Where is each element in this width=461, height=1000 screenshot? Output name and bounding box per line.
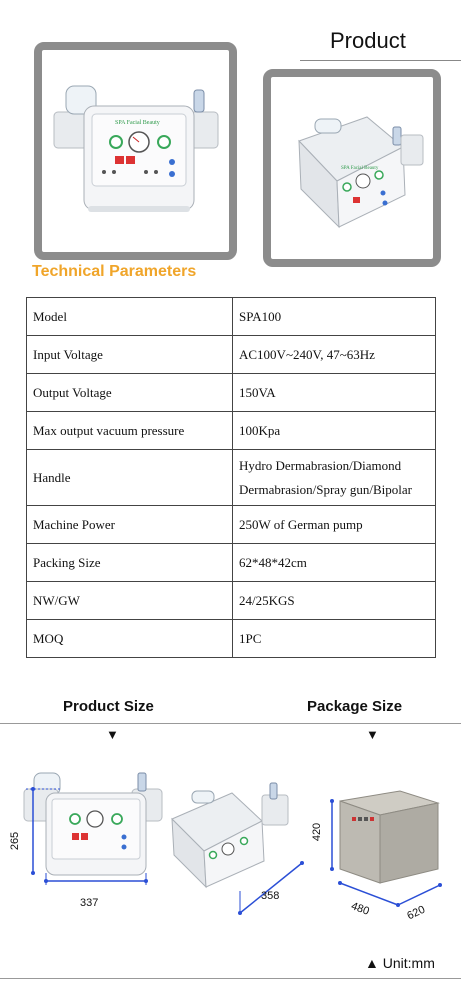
param-value: AC100V~240V, 47~63Hz — [233, 336, 436, 374]
brand-label-2: SPA Facial Beauty — [341, 166, 379, 171]
arrow-down-icon: ▼ — [106, 727, 119, 742]
product-photo-angle — [263, 69, 441, 267]
technical-parameters-table — [26, 297, 436, 658]
product-angle-view — [172, 783, 304, 915]
page-title: Product — [330, 28, 406, 53]
package-box — [330, 791, 442, 907]
table-row — [27, 544, 436, 582]
param-value: 62*48*42cm — [233, 544, 436, 582]
param-value: 250W of German pump — [233, 506, 436, 544]
param-label: Model — [27, 298, 233, 336]
technical-parameters-title: Technical Parameters — [32, 263, 197, 280]
table-row — [27, 582, 436, 620]
arrow-down-icon: ▼ — [366, 727, 379, 742]
unit-label: ▲ Unit:mm — [365, 955, 435, 971]
param-label: MOQ — [27, 620, 233, 658]
table-row — [27, 298, 436, 336]
package-depth-label: 620 — [405, 903, 428, 923]
package-width-label: 480 — [349, 900, 371, 918]
param-label: Handle — [27, 450, 233, 506]
package-size-title: Package Size — [307, 698, 403, 715]
param-label: Packing Size — [27, 544, 233, 582]
param-label: Machine Power — [27, 506, 233, 544]
section-divider — [0, 723, 461, 724]
table-row — [27, 450, 436, 506]
param-value: SPA100 — [233, 298, 436, 336]
product-front-view — [24, 773, 162, 885]
param-value: 150VA — [233, 374, 436, 412]
footer-divider — [0, 978, 461, 979]
param-value: 24/25KGS — [233, 582, 436, 620]
param-label: Output Voltage — [27, 374, 233, 412]
param-label: Input Voltage — [27, 336, 233, 374]
package-height-label: 420 — [311, 822, 324, 842]
table-row — [27, 620, 436, 658]
device-illustration-angle — [271, 77, 433, 259]
header-divider — [300, 60, 461, 61]
table-row — [27, 374, 436, 412]
product-photo-front — [34, 42, 237, 260]
param-value: 1PC — [233, 620, 436, 658]
product-depth-label: 358 — [261, 890, 280, 902]
param-value: Hydro Dermabrasion/Diamond Dermabrasion/Spray gun/Bipolar — [233, 450, 436, 506]
product-height-label: 265 — [9, 831, 22, 851]
table-row — [27, 336, 436, 374]
table-row — [27, 412, 436, 450]
device-illustration-front — [42, 50, 229, 252]
param-label: NW/GW — [27, 582, 233, 620]
table-row — [27, 506, 436, 544]
param-value: 100Kpa — [233, 412, 436, 450]
size-diagrams — [0, 745, 461, 930]
param-label: Max output vacuum pressure — [27, 412, 233, 450]
brand-label: SPA Facial Beauty — [115, 120, 160, 126]
product-size-title: Product Size — [63, 698, 154, 715]
product-width-label: 337 — [80, 897, 99, 909]
